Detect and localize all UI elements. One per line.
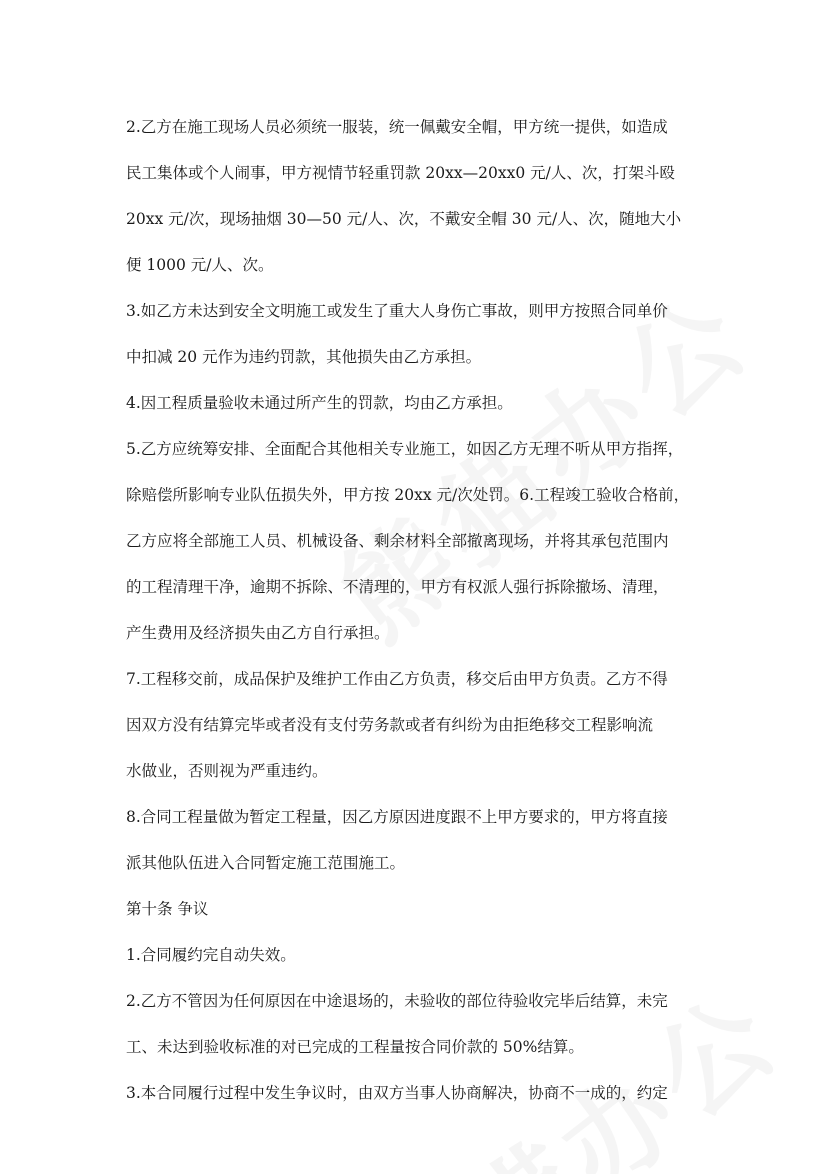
paragraph-clause-4: 4.因工程质量验收未通过所产生的罚款，均由乙方承担。: [126, 394, 513, 412]
paragraph-dispute-2: 2.乙方不管因为任何原因在中途退场的，未验收的部位待验收完毕后结算，未完 工、未达到验收标准的对已完成的工程量按合同价款的 50%结算。: [126, 992, 668, 1056]
document-body: [126, 104, 714, 1116]
paragraph-clause-5-6: 5.乙方应统筹安排、全面配合其他相关专业施工，如因乙方无理不听从甲方指挥， 除赔偿所影响专业队伍损失外，甲方按 20xx 元/次处罚。6.工程竣工验收合格前， 乙方应将全部施工人员、机械设备、剩余材料全部撤离现场，并将其承包范围内 的工程清理干净，逾期不拆除、不清理的，甲方有权派人强行拆除撤场、清理， 产生费用及经济损失由乙方自行承担。: [126, 440, 690, 642]
section-heading: 第十条 争议: [126, 900, 209, 918]
paragraph-clause-7: 7.工程移交前，成品保护及维护工作由乙方负责，移交后由甲方负责。乙方不得 因双方没有结算完毕或者没有支付劳务款或者有纠纷为由拒绝移交工程影响流 水做业，否则视为严重违约。: [126, 670, 668, 780]
paragraph-dispute-3: 3.本合同履行过程中发生争议时，由双方当事人协商解决，协商不一成的，约定: [126, 1084, 668, 1102]
paragraph-clause-2: 2.乙方在施工现场人员必须统一服装，统一佩戴安全帽，甲方统一提供，如造成 民工集体或个人闹事，甲方视情节轻重罚款 20xx—20xx0 元/人、次，打架斗殴 20xx 元/次，现场抽烟 30—50 元/人、次，不戴安全帽 30 元/人、次，随地大小 便 1000 元/人、次。: [126, 118, 682, 274]
paragraph-clause-8: 8.合同工程量做为暂定工程量，因乙方原因进度跟不上甲方要求的，甲方将直接 派其他队伍进入合同暂定施工范围施工。: [126, 808, 668, 872]
paragraph-clause-3: 3.如乙方未达到安全文明施工或发生了重大人身伤亡事故，则甲方按照合同单价 中扣减 20 元作为违约罚款，其他损失由乙方承担。: [126, 302, 668, 366]
paragraph-dispute-1: 1.合同履约完自动失效。: [126, 946, 296, 964]
